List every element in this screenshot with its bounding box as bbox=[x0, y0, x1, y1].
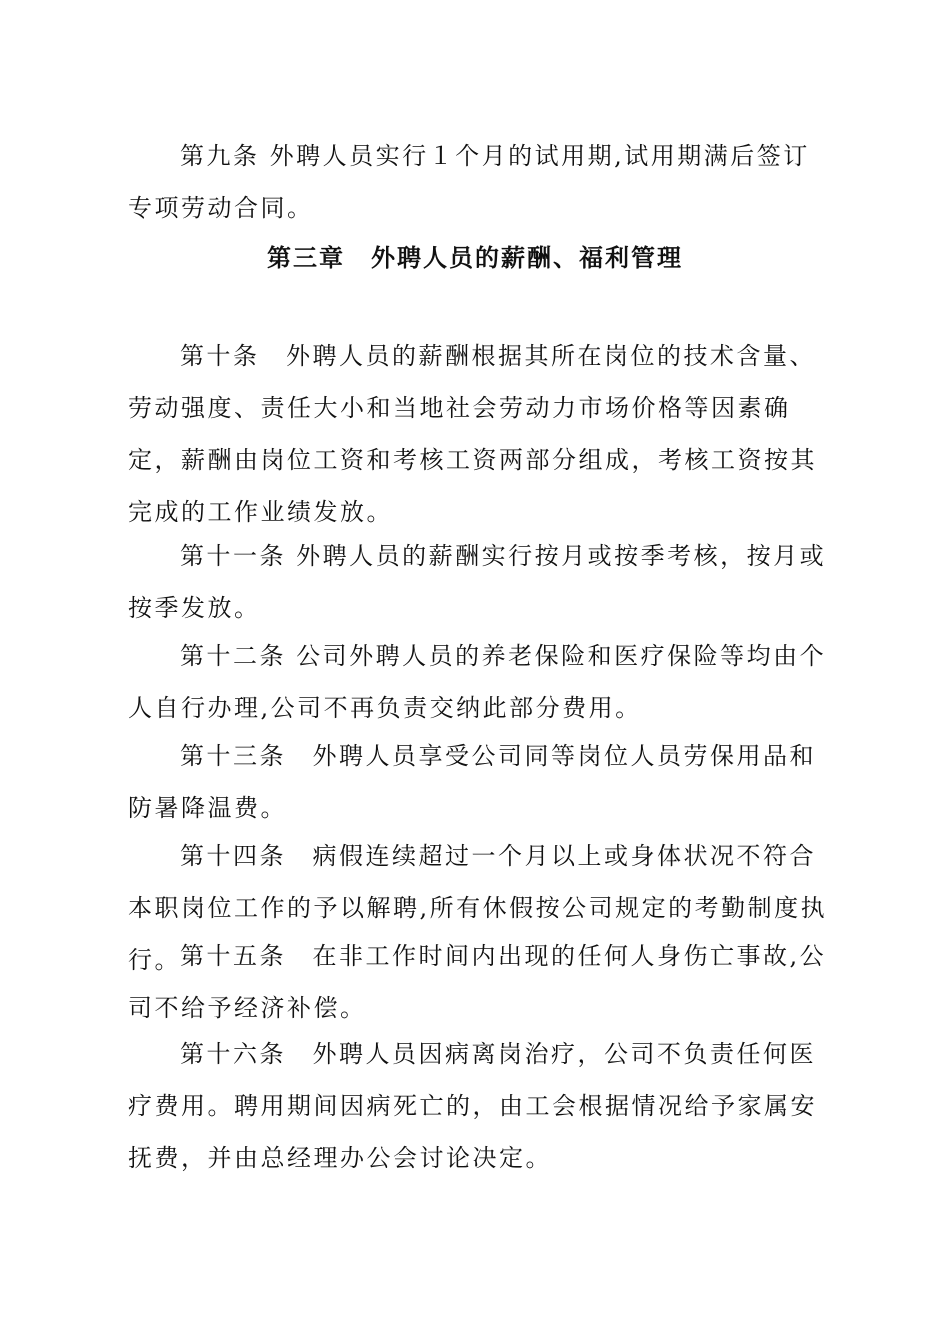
article-12: 第十二条 公司外聘人员的养老保险和医疗保险等均由个人自行办理,公司不再负责交纳此部分费用。 bbox=[128, 642, 827, 722]
article-15: 第十五条 在非工作时间内出现的任何人身伤亡事故,公司不给予经济补偿。 bbox=[128, 942, 827, 1022]
article-11: 第十一条 外聘人员的薪酬实行按月或按季考核，按月或按季发放。 bbox=[128, 542, 827, 622]
article-10: 第十条 外聘人员的薪酬根据其所在岗位的技术含量、劳动强度、责任大小和当地社会劳动力市场价格等因素确定，薪酬由岗位工资和考核工资两部分组成，考核工资按其完成的工作业绩发放。 bbox=[128, 342, 817, 526]
article-16: 第十六条 外聘人员因病离岗治疗，公司不负责任何医疗费用。聘用期间因病死亡的，由工会根据情况给予家属安抚费，并由总经理办公会讨论决定。 bbox=[128, 1040, 817, 1172]
chapter-title: 第三章 外聘人员的薪酬、福利管理 bbox=[267, 244, 683, 272]
article-13: 第十三条 外聘人员享受公司同等岗位人员劳保用品和防暑降温费。 bbox=[128, 742, 816, 822]
article-14: 第十四条 病假连续超过一个月以上或身体状况不符合本职岗位工作的予以解聘,所有休假按公司规定的考勤制度执行。 bbox=[128, 842, 828, 974]
article-9: 第九条 外聘人员实行１个月的试用期,试用期满后签订专项劳动合同。 bbox=[128, 142, 810, 222]
